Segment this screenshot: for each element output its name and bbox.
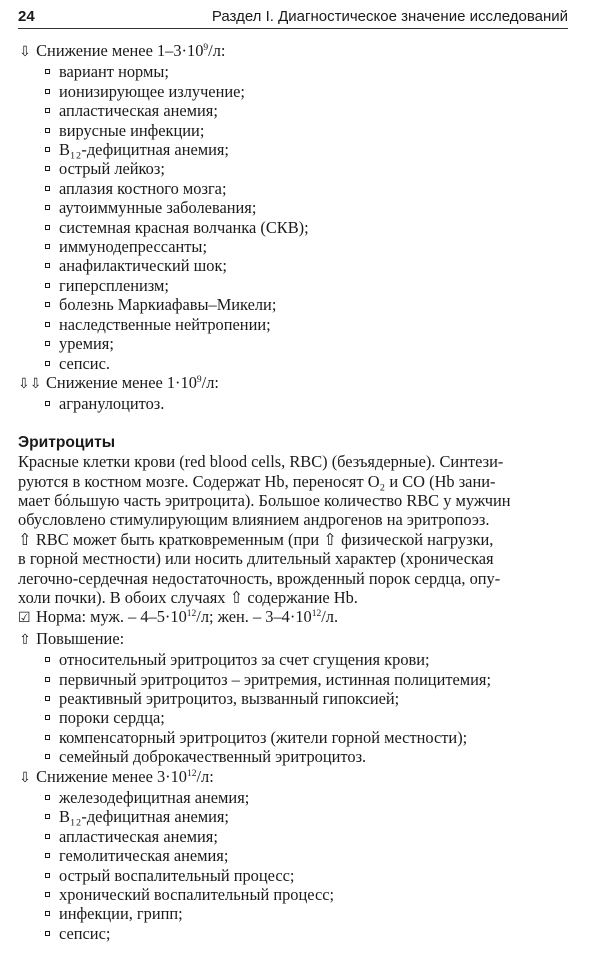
list-item: аплазия костного мозга; <box>18 179 574 198</box>
decrease-list-2 <box>18 394 574 413</box>
bullet-square-icon <box>45 795 50 800</box>
bullet-square-icon <box>45 892 50 897</box>
paragraph-line: легочно-сердечная недостаточность, врожденный порок сердца, опу- <box>18 568 501 588</box>
bullet-square-icon <box>45 853 50 858</box>
header-divider <box>18 28 568 29</box>
list-item: B₁₂-дефицитная анемия; <box>18 807 574 826</box>
bullet-square-icon <box>45 911 50 916</box>
list-item: анафилактический шок; <box>18 256 574 275</box>
list-item: болезнь Маркиафавы–Микели; <box>18 295 574 314</box>
bullet-square-icon <box>45 361 50 366</box>
list-item: вирусные инфекции; <box>18 121 574 140</box>
list-item: аутоиммунные заболевания; <box>18 198 574 217</box>
bullet-square-icon <box>45 186 50 191</box>
list-item: наследственные нейтропении; <box>18 315 574 334</box>
paragraph-line: мает бóльшую часть эритроцита). Большое количество RBC у мужчин <box>18 490 511 510</box>
section-title: Раздел I. Диагностическое значение исследований <box>211 8 568 25</box>
list-item: хронический воспалительный процесс; <box>18 885 574 904</box>
bullet-square-icon <box>45 244 50 249</box>
increase-heading: ⇧ Повышение: <box>18 629 574 650</box>
list-item: иммунодепрессанты; <box>18 237 574 256</box>
list-item: семейный доброкачественный эритроцитоз. <box>18 747 574 766</box>
bullet-square-icon <box>45 263 50 268</box>
bullet-square-icon <box>45 657 50 662</box>
list-item: относительный эритроцитоз за счет сгущения крови; <box>18 650 574 669</box>
bullet-square-icon <box>45 677 50 682</box>
list-item: острый воспалительный процесс; <box>18 866 574 885</box>
bullet-square-icon <box>45 302 50 307</box>
bullet-square-icon <box>45 341 50 346</box>
bullet-square-icon <box>45 89 50 94</box>
running-header <box>18 3 568 25</box>
paragraph-line: холи почки). В обоих случаях ⇧ содержание Hb. <box>18 587 358 607</box>
bullet-square-icon <box>45 283 50 288</box>
bullet-square-icon <box>45 735 50 740</box>
list-item: ионизирующее излучение; <box>18 82 574 101</box>
page-content <box>18 41 574 943</box>
decrease-heading-2: ⇩⇩ Снижение менее $1\cdot 10^9/л$: <box>18 373 574 394</box>
list-item: вариант нормы; <box>18 62 574 81</box>
arrow-down-icon: ⇩ <box>19 44 31 60</box>
bullet-square-icon <box>45 128 50 133</box>
decrease-heading-3: ⇩ Снижение менее $3\cdot 10^{12}/л$: <box>18 767 574 788</box>
paragraph-line: ⇧ RBC может быть кратковременным (при ⇧ физической нагрузки, <box>18 529 494 549</box>
bullet-square-icon <box>45 147 50 152</box>
decrease-list-1 <box>18 62 574 373</box>
list-item: сепсис. <box>18 354 574 373</box>
bullet-square-icon <box>45 873 50 878</box>
paragraph-line: обусловлено стимулирующим влиянием андрогенов на эритропоэз. <box>18 510 490 530</box>
decrease-list-3 <box>18 788 574 943</box>
bullet-square-icon <box>45 696 50 701</box>
arrow-down-icon: ⇩ <box>19 769 31 786</box>
list-item: апластическая анемия; <box>18 101 574 120</box>
bullet-square-icon <box>45 166 50 171</box>
list-item: пороки сердца; <box>18 708 574 727</box>
bullet-square-icon <box>45 225 50 230</box>
bullet-square-icon <box>45 834 50 839</box>
list-item: инфекции, грипп; <box>18 904 574 923</box>
erythrocytes-paragraph <box>18 452 574 607</box>
list-item: гемолитическая анемия; <box>18 846 574 865</box>
list-item: компенсаторный эритроцитоз (жители горной местности); <box>18 728 574 747</box>
norm-line: ☑ Норма: муж. – $4-5\cdot 10^{12}/л$; жен. – $3-4\cdot 10^{12}/л$. <box>18 607 574 628</box>
decrease-heading-1: ⇩ Снижение менее $1-3\cdot 10^9/л$: <box>18 41 574 62</box>
bullet-square-icon <box>45 715 50 720</box>
bullet-square-icon <box>45 754 50 759</box>
list-item: системная красная волчанка (СКВ); <box>18 218 574 237</box>
bullet-square-icon <box>45 814 50 819</box>
paragraph-line: Красные клетки крови (red blood cells, RBC) (безъядерные). Синтези- <box>18 452 504 472</box>
list-item: агранулоцитоз. <box>18 394 574 413</box>
list-item: уремия; <box>18 334 574 353</box>
list-item: апластическая анемия; <box>18 827 574 846</box>
increase-list <box>18 650 574 766</box>
checkbox-icon: ☑ <box>18 610 31 627</box>
bullet-square-icon <box>45 322 50 327</box>
list-item: первичный эритроцитоз – эритремия, истинная полицитемия; <box>18 670 574 689</box>
paragraph-line: руются в костном мозге. Содержат Hb, переносят O₂ и CO (Hb зани- <box>18 471 496 491</box>
arrow-up-icon: ⇧ <box>19 631 31 648</box>
paragraph-line: в горной местности) или носить длительный характер (хроническая <box>18 549 494 569</box>
section-heading-erythrocytes: Эритроциты <box>18 433 116 451</box>
list-item: железодефицитная анемия; <box>18 788 574 807</box>
bullet-square-icon <box>45 69 50 74</box>
list-item: B₁₂-дефицитная анемия; <box>18 140 574 159</box>
double-arrow-down-icon: ⇩⇩ <box>18 375 42 392</box>
bullet-square-icon <box>45 205 50 210</box>
list-item: реактивный эритроцитоз, вызванный гипоксией; <box>18 689 574 708</box>
bullet-square-icon <box>45 931 50 936</box>
bullet-square-icon <box>45 401 50 406</box>
list-item: гиперспленизм; <box>18 276 574 295</box>
bullet-square-icon <box>45 108 50 113</box>
page-number: 24 <box>18 8 35 25</box>
list-item: сепсис; <box>18 924 574 943</box>
list-item: острый лейкоз; <box>18 159 574 178</box>
